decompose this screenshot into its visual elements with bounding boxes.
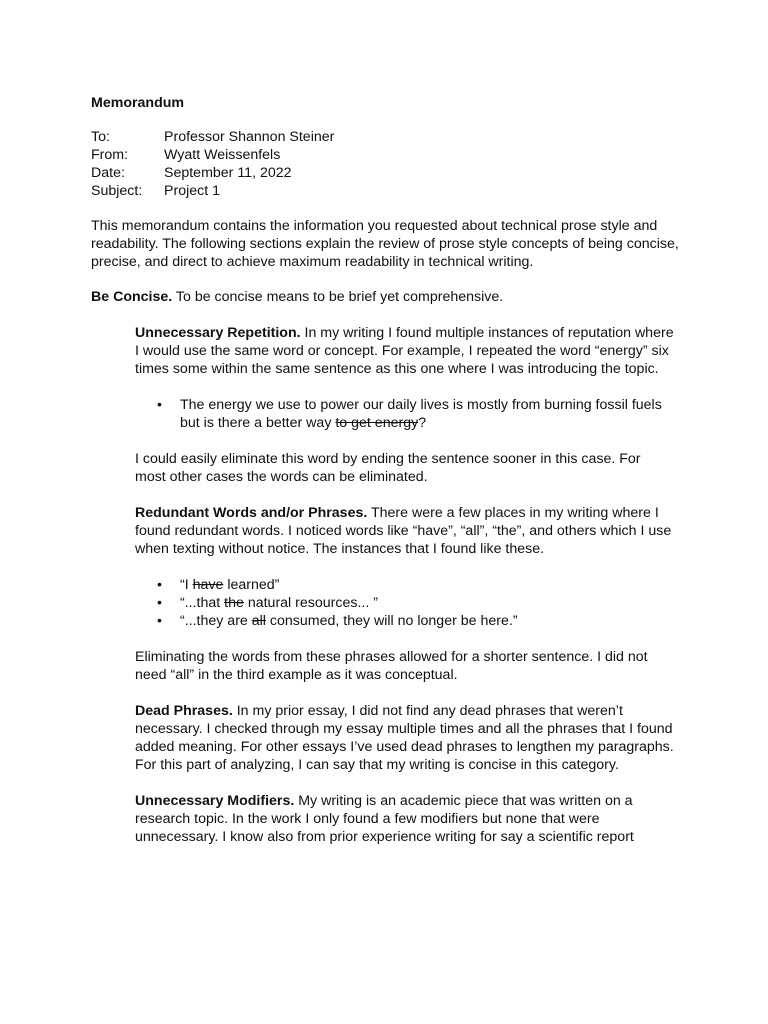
memo-title: Memorandum [91,95,185,111]
bullet-text-end: natural resources... ” [243,595,378,611]
intro-paragraph: This memorandum contains the information you requested about technical prose style and readability. The following sections explain the review of prose style concepts of being concise, precise, and direct to achieve maximum readability in technical writing. [91,218,679,270]
bullet-text-end: ? [418,415,427,431]
struck-text: all [251,613,266,629]
redundant-paragraph [135,504,675,558]
list-item [135,396,675,432]
bullet-text: “...they are [180,613,252,629]
header-from-row [91,146,691,164]
repetition-bullet-list [135,396,675,432]
redundant-followup: Eliminating the words from these phrases allowed for a shorter sentence. I did not need “all” in the third example as it was conceptual. [135,649,648,683]
from-label: From: [91,147,129,163]
concise-subsections [135,324,675,846]
from-value: Wyatt Weissenfels [164,147,281,163]
be-concise-paragraph [91,288,691,306]
header-date-row [91,164,691,182]
repetition-paragraph [135,324,675,378]
redundant-text: There were a few places in my writing where I found redundant words. I noticed words like “have”, “all”, “the”, and others which I use when texting without notice. The instances that I found like these. [135,505,672,557]
to-label: To: [91,129,110,145]
bullet-text: “I [180,577,193,593]
date-value: September 11, 2022 [164,165,292,181]
to-value: Professor Shannon Steiner [164,129,335,145]
modifiers-paragraph [135,792,675,846]
redundant-heading: Redundant Words and/or Phrases. [135,505,368,521]
repetition-text: In my writing I found multiple instances of reputation where I would use the same word or concept. For example, I repeated the word “energy” six times some within the same sentence as this one where I was introducing the topic. [135,325,674,377]
memo-header [91,128,691,200]
struck-text: have [192,577,224,593]
date-label: Date: [91,165,125,181]
struck-text: the [224,595,244,611]
subject-value: Project 1 [164,183,220,199]
dead-phrases-heading: Dead Phrases. [135,703,233,719]
header-to-row [91,128,691,146]
bullet-text: “...that [180,595,225,611]
list-item [135,594,675,612]
modifiers-text: My writing is an academic piece that was written on a research topic. In the work I only found a few modifiers but none that were unnecessary. I know also from prior experience writing for say a scientific report [135,793,634,845]
dead-phrases-paragraph [135,702,675,774]
bullet-text-end: learned” [223,577,280,593]
modifiers-heading: Unnecessary Modifiers. [135,793,295,809]
repetition-heading: Unnecessary Repetition. [135,325,301,341]
memo-body [91,94,691,864]
list-item [135,576,675,594]
struck-text: to get energy [335,415,419,431]
header-subject-row [91,182,691,200]
subject-label: Subject: [91,183,143,199]
dead-phrases-text: In my prior essay, I did not find any dead phrases that weren’t necessary. I checked through my essay multiple times and all the phrases that I found added meaning. For other essays I’ve used dead phrases to lengthen my paragraphs. For this part of analyzing, I can say that my writing is concise in this category. [135,703,674,773]
bullet-text-end: consumed, they will no longer be here.” [265,613,518,629]
be-concise-text: To be concise means to be brief yet comprehensive. [172,289,504,305]
list-item [135,612,675,630]
be-concise-heading: Be Concise. [91,289,173,305]
repetition-followup: I could easily eliminate this word by ending the sentence sooner in this case. For most other cases the words can be eliminated. [135,451,641,485]
bullet-text: The energy we use to power our daily lives is mostly from burning fossil fuels but is there a better way [180,397,662,431]
redundant-bullet-list [135,576,675,630]
